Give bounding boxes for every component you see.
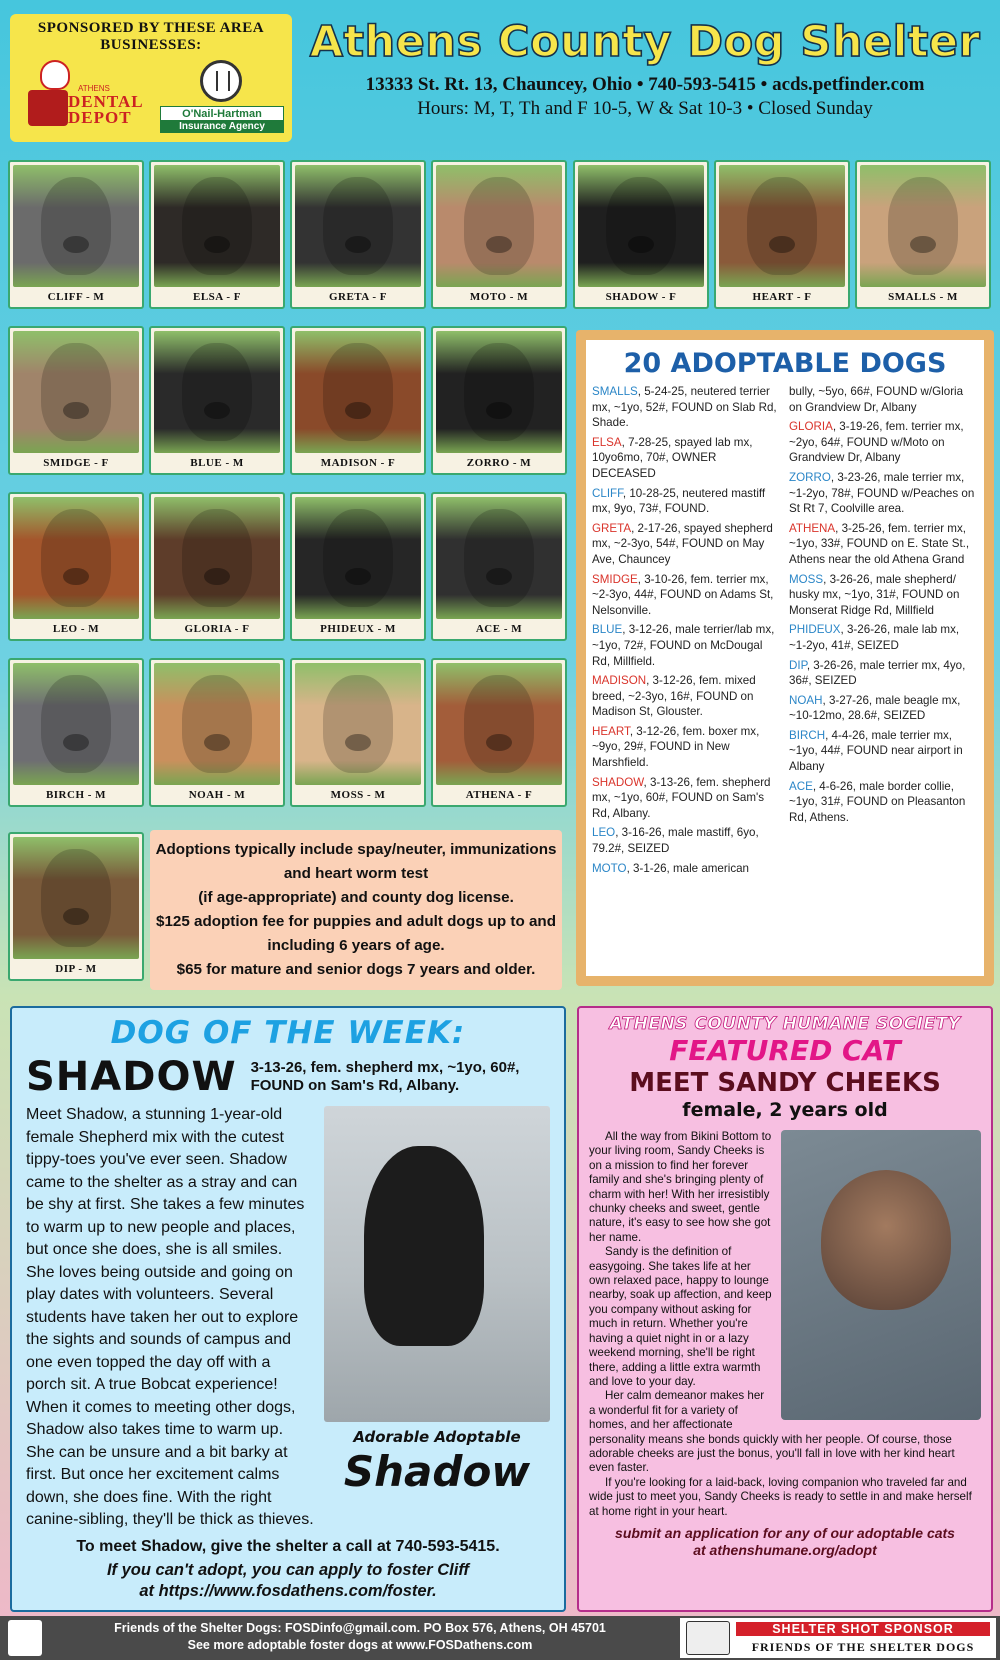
dogs-icon (686, 1621, 730, 1655)
entry-details: , 3-12-26, male terrier/lab mx, ~1yo, 72#, FOUND on McDougal Rd, Millfield. (592, 623, 775, 668)
dow-call-text: To meet Shadow, give the shelter a call at 740-593-5415. (76, 1537, 500, 1555)
dow-details: 3-13-26, fem. shepherd mx, ~1yo, 60#, FOUND on Sam's Rd, Albany. (250, 1059, 520, 1094)
entry-dog-name: MOTO (592, 861, 627, 875)
shot-sponsor-badge (680, 1618, 996, 1658)
adoption-line: including 6 years of age. (267, 937, 445, 954)
adoptable-entry (592, 861, 781, 877)
dow-foster-text (26, 1560, 550, 1602)
dog-card-ace[interactable] (431, 492, 567, 641)
entry-dog-name: BLUE (592, 623, 623, 637)
entry-dog-name: BIRCH (789, 728, 826, 742)
dow-name: SHADOW (26, 1054, 237, 1100)
adoptable-entry (592, 775, 781, 822)
entry-details: , 3-23-26, male terrier mx, ~1-2yo, 78#, FOUND w/Peaches on St Rt 7, Coolville area. (789, 470, 975, 516)
dog-card-zorro[interactable] (431, 326, 567, 475)
cat-name: MEET SANDY CHEEKS (629, 1068, 941, 1098)
entry-dog-name: SMIDGE (592, 572, 638, 586)
cat-paragraph: All the way from Bikini Bottom to your living room, Sandy Cheeks is on a mission to find her forever family and she's bringing plenty of charm with her! With her irresistibly chunky cheeks and sweet, gentle nature, it's easy to see how she got her name. (589, 1130, 772, 1244)
dog-photo (295, 331, 421, 453)
entry-details: , 3-26-26, male shepherd/ husky mx, ~1yo, 31#, FOUND on Monserat Ridge Rd, Millfield (789, 572, 960, 617)
adopt-link[interactable]: at athenshumane.org/adopt (693, 1541, 877, 1558)
dog-photo (13, 497, 139, 619)
dog-label: GRETA - F (328, 291, 388, 303)
entry-details: bully, ~5yo, 66#, FOUND w/Gloria on Grandview Dr, Albany (789, 385, 964, 414)
foster-line-1: If you can't adopt, you can apply to foster Cliff (106, 1560, 470, 1579)
featured-cat-heading: FEATURED CAT (669, 1034, 901, 1067)
dog-label: MOSS - M (330, 789, 386, 801)
dog-card-leo[interactable] (8, 492, 144, 641)
adoptable-entry (789, 693, 978, 724)
dog-card-greta[interactable] (290, 160, 426, 309)
dog-card-dip[interactable] (8, 832, 144, 981)
dog-card-gloria[interactable] (149, 492, 285, 641)
onail-hartman-logo (160, 60, 284, 134)
dental-depot-logo (18, 60, 143, 134)
dog-card-smalls[interactable] (855, 160, 991, 309)
adoptable-entry (592, 825, 781, 856)
adoption-info-box (150, 830, 562, 990)
adoptable-entry (789, 658, 978, 689)
adoption-line: $65 for mature and senior dogs 7 years and older. (176, 961, 536, 978)
adoptable-entry (789, 728, 978, 775)
entry-details: , 7-28-25, spayed lab mx, 10yo6mo, 70#, OWNER DECEASED (592, 435, 753, 480)
dog-label: GLORIA - F (184, 623, 250, 635)
tree-seal-icon (200, 60, 242, 102)
entry-dog-name: MADISON (592, 674, 647, 688)
adoptable-column-right (789, 384, 978, 880)
footer-text (60, 1620, 660, 1654)
entry-details: , 2-17-26, spayed shepherd mx, ~2-3yo, 54#, FOUND on May Ave, Chauncey (592, 521, 773, 566)
footer-contact: Friends of the Shelter Dogs: FOSDinfo@gmail.com. PO Box 576, Athens, OH 45701 (114, 1621, 606, 1635)
dog-label: SHADOW - F (605, 291, 677, 303)
entry-details: , 3-10-26, fem. terrier mx, ~2-3yo, 44#, FOUND on Adams St, Nelsonville. (592, 572, 774, 617)
adoptable-entry (789, 622, 978, 653)
dog-label: ELSA - F (192, 291, 241, 303)
adoptable-entry (789, 779, 978, 826)
foster-link[interactable]: at https://www.fosdathens.com/foster. (139, 1581, 437, 1600)
adoptable-entry (592, 572, 781, 619)
sandy-cheeks-photo (781, 1130, 981, 1420)
footer-bar (0, 1616, 1000, 1660)
entry-details: , 5-24-25, neutered terrier mx, ~1yo, 52#, FOUND on Slab Rd, Shade. (592, 385, 777, 430)
dog-photo (154, 497, 280, 619)
dog-card-athena[interactable] (431, 658, 567, 807)
entry-dog-name: ACE (789, 779, 813, 793)
dog-photo (295, 165, 421, 287)
cat-paragraph: Sandy is the definition of easygoing. She takes life at her own relaxed pace, happy to lounge nearby, soak up affection, and keep you company without asking for much in return. Whether you're having a quiet night in or a lazy weekend morning, she'll be right there, adding a little extra warmth and love to your day. (589, 1245, 772, 1388)
dog-label: SMIDGE - F (43, 457, 109, 469)
dog-label: ACE - M (475, 623, 523, 635)
tooth-icon (40, 60, 70, 90)
dog-card-noah[interactable] (149, 658, 285, 807)
entry-details: , 3-13-26, fem. shepherd mx, ~1yo, 60#, FOUND on Sam's Rd, Albany. (592, 775, 771, 820)
dog-card-shadow[interactable] (573, 160, 709, 309)
cat-paragraph: Her calm demeanor makes her a wonderful fit for a variety of homes, and her affectionate personality means she bonds quickly with her people. Of course, those adorable cheeks are just the bonus, you'll fall in love with her kind heart even faster. (589, 1389, 955, 1475)
adoptable-entry (592, 521, 781, 568)
dog-label: MADISON - F (320, 457, 396, 469)
dog-label: LEO - M (52, 623, 100, 635)
dow-body-text: Meet Shadow, a stunning 1-year-old female Shepherd mix with the cutest tippy-toes you've ever seen. Shadow came to the shelter as a stray and can be shy at first. She takes a few minutes to warm up to new people and places, but once she does, she is all smiles. She loves being outside and going on play dates with volunteers. Several students have taken her out to explore the sights and sounds of campus and one even topped the day off with a porch sit. A true Bobcat experience! When it comes to meeting other dogs, Shadow also takes time to warm up. She can be unsure and a bit barky at first. But once her excitement calms down, she does fine. With the right canine-sibling, they'll be thick as thieves. (26, 1106, 314, 1528)
adoptable-title: 20 ADOPTABLE DOGS (623, 348, 947, 379)
entry-dog-name: SHADOW (592, 775, 644, 789)
dog-photo (436, 497, 562, 619)
dog-card-madison[interactable] (290, 326, 426, 475)
entry-dog-name: CLIFF (592, 486, 623, 500)
entry-details: , 3-26-26, male lab mx, ~1-2yo, 41#, SEIZED (789, 623, 960, 652)
adoption-line: and heart worm test (283, 865, 429, 882)
entry-dog-name: ELSA (592, 435, 622, 449)
dog-photo (436, 331, 562, 453)
featured-cat (577, 1006, 993, 1612)
adoptable-entry (789, 384, 978, 415)
dog-photo (154, 165, 280, 287)
entry-details: , 3-12-26, fem. boxer mx, ~9yo, 29#, FOUND in New Marshfield. (592, 724, 760, 770)
adoptable-column-left (592, 384, 781, 880)
caption-top: Adorable Adoptable (353, 1428, 521, 1446)
dog-photo (436, 663, 562, 785)
entry-details: , 4-4-26, male terrier mx, ~1yo, 44#, FOUND near airport in Albany (789, 728, 963, 774)
entry-dog-name: HEART (592, 724, 630, 738)
entry-details: , 3-12-26, fem. mixed breed, ~2-3yo, 16#, FOUND on Madison St, Glouster. (592, 674, 756, 719)
dog-label: MOTO - M (469, 291, 529, 303)
adoption-line: (if age-appropriate) and county dog license. (198, 889, 514, 906)
dog-photo (860, 165, 986, 287)
entry-details: , 4-6-26, male border collie, ~1yo, 31#, FOUND on Pleasanton Rd, Athens. (789, 779, 966, 824)
cat-sub: female, 2 years old (682, 1099, 888, 1121)
entry-dog-name: DIP (789, 658, 807, 672)
entry-dog-name: SMALLS (592, 385, 638, 398)
dog-label: DIP - M (55, 963, 97, 975)
sponsor-name: FRIENDS OF THE SHELTER DOGS (751, 1640, 975, 1654)
dow-heading: DOG OF THE WEEK: (110, 1015, 466, 1051)
dog-label: ZORRO - M (466, 457, 532, 469)
caption-name: Shadow (343, 1446, 531, 1496)
adoptable-entry (789, 572, 978, 619)
sponsor-label: SHELTER SHOT SPONSOR (736, 1622, 990, 1636)
adoption-line: Adoptions typically include spay/neuter, immunizations (155, 841, 557, 858)
dog-photo (295, 663, 421, 785)
shelter-address: 13333 St. Rt. 13, Chauncey, Ohio • 740-593-5415 • acds.petfinder.com (365, 74, 925, 95)
entry-dog-name: GRETA (592, 521, 632, 535)
adoptable-entry (592, 673, 781, 720)
sponsor-box (10, 14, 292, 142)
dog-label: ATHENA - F (465, 789, 533, 801)
adoption-line: $125 adoption fee for puppies and adult dogs up to and (156, 913, 556, 930)
humane-society-title: ATHENS COUNTY HUMANE SOCIETY (609, 1014, 961, 1034)
dog-photo (154, 331, 280, 453)
entry-dog-name: LEO (592, 826, 616, 840)
entry-details: , 3-19-26, fem. terrier mx, ~2yo, 64#, FOUND w/Moto on Grandview Dr, Albany (789, 420, 964, 465)
entry-details: , 3-26-26, male terrier mx, 4yo, 36#, SEIZED (789, 658, 966, 688)
adoptable-entry (592, 622, 781, 669)
dog-photo (13, 165, 139, 287)
page-header (300, 14, 990, 120)
adoptable-entry (789, 521, 978, 568)
dog-photo (154, 663, 280, 785)
dog-photo (719, 165, 845, 287)
page-title: Athens County Dog Shelter (309, 17, 981, 67)
entry-details: , 3-1-26, male american (626, 861, 750, 875)
shadow-photo (324, 1106, 550, 1422)
cat-silhouette (821, 1170, 951, 1310)
dog-card-smidge[interactable] (8, 326, 144, 475)
dog-photo (436, 165, 562, 287)
entry-dog-name: PHIDEUX (789, 623, 841, 637)
dog-card-blue[interactable] (149, 326, 285, 475)
entry-dog-name: MOSS (789, 572, 824, 586)
dow-caption (324, 1426, 550, 1495)
entry-details: , 3-25-26, fem. terrier mx, ~1yo, 33#, FOUND on E. State St., Athens near the old Athena Grand (789, 521, 970, 566)
adoptable-entry (592, 384, 781, 431)
train-icon (28, 90, 68, 126)
dog-card-birch[interactable] (8, 658, 144, 807)
entry-dog-name: GLORIA (789, 420, 833, 434)
dog-photo (13, 331, 139, 453)
entry-details: , 3-16-26, male mastiff, 6yo, 79.2#, SEIZED (592, 826, 759, 856)
dog-card-moss[interactable] (290, 658, 426, 807)
adoptable-dogs-panel (576, 330, 994, 986)
dental-name: DENTAL DEPOT (68, 92, 143, 127)
dog-card-heart[interactable] (714, 160, 850, 309)
entry-dog-name: ATHENA (789, 521, 836, 535)
sponsor-heading: SPONSORED BY THESE AREA BUSINESSES: (37, 20, 265, 53)
dog-label: CLIFF - M (47, 291, 105, 303)
adoptable-entry (789, 470, 978, 517)
entry-details: , 3-27-26, male beagle mx, ~10-12mo, 28.6#, SEIZED (789, 693, 961, 723)
agency-name: O'Nail-Hartman (160, 106, 284, 122)
cat-submit-text (589, 1525, 981, 1559)
dog-photo (13, 663, 139, 785)
adoptable-entry (592, 486, 781, 517)
entry-dog-name: ZORRO (789, 470, 831, 484)
dog-card-cliff[interactable] (8, 160, 144, 309)
adoptable-entry (592, 724, 781, 771)
dog-of-the-week (10, 1006, 566, 1612)
submit-line: submit an application for any of our adoptable cats (615, 1524, 955, 1541)
dog-photo (13, 837, 139, 959)
dog-label: HEART - F (752, 291, 812, 303)
dog-card-elsa[interactable] (149, 160, 285, 309)
dog-label: BIRCH - M (45, 789, 107, 801)
dog-label: NOAH - M (188, 789, 246, 801)
dog-label: PHIDEUX - M (320, 623, 396, 635)
dog-card-phideux[interactable] (290, 492, 426, 641)
dog-photo (578, 165, 704, 287)
dog-photo (295, 497, 421, 619)
entry-dog-name: NOAH (789, 693, 823, 707)
adoptable-entry (592, 435, 781, 482)
adoptable-entry (789, 419, 978, 466)
dog-card-moto[interactable] (431, 160, 567, 309)
dog-silhouette (364, 1146, 484, 1346)
dog-label: BLUE - M (190, 457, 244, 469)
agency-sub: Insurance Agency (160, 120, 284, 133)
footer-website[interactable]: See more adoptable foster dogs at www.FOSDathens.com (187, 1638, 533, 1652)
cat-paragraph: If you're looking for a laid-back, loving companion who traveled far and wide just to meet you, Sandy Cheeks is ready to settle in and make herself at home right in your heart. (589, 1475, 972, 1518)
dental-small-text: ATHENS (78, 84, 110, 93)
dog-label: SMALLS - M (888, 291, 958, 303)
shelter-hours: Hours: M, T, Th and F 10-5, W & Sat 10-3 • Closed Sunday (417, 98, 873, 119)
entry-details: , 10-28-25, neutered mastiff mx, 9yo, 73#, FOUND. (592, 486, 766, 516)
fosd-logo-icon (8, 1620, 42, 1656)
